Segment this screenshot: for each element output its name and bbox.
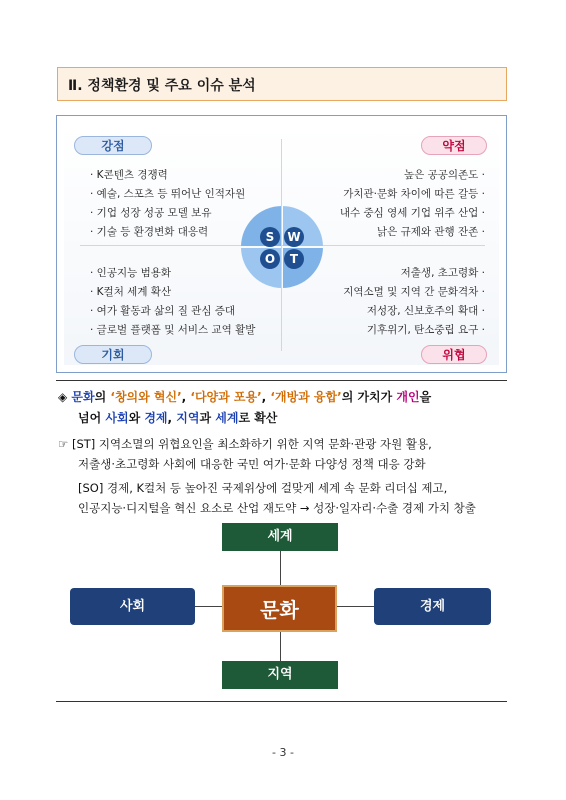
weakness-label: 약점: [421, 136, 487, 155]
weakness-item: 낡은 규제와 관행 잔존 ·: [377, 226, 485, 238]
opportunity-item: · 여가 활동과 삶의 질 관심 증대: [90, 305, 236, 317]
threat-item: 기후위기, 탄소중립 요구 ·: [366, 324, 485, 336]
text-fragment: ,: [181, 390, 191, 404]
connector-top: [280, 551, 281, 586]
swot-letter-s: S: [260, 227, 280, 247]
section-header: [57, 67, 507, 101]
connector-right: [336, 606, 374, 607]
opportunity-label: 기회: [74, 345, 152, 364]
weakness-item: 가치관·문화 차이에 따른 갈등 ·: [343, 188, 485, 200]
value-creativity: ‘창의와 혁신’: [110, 390, 182, 404]
strength-item: · K콘텐츠 경쟁력: [90, 169, 168, 181]
text-fragment: 의 가치가: [341, 390, 397, 404]
threat-label: 위협: [421, 345, 487, 364]
swot-letter-o: O: [260, 249, 280, 269]
diamond-bullet-icon: ◈: [58, 390, 68, 404]
keyword-society: 사회: [105, 411, 129, 425]
text-fragment: 와: [128, 411, 145, 425]
value-openness: ‘개방과 융합’: [270, 390, 342, 404]
swot-letter-w: W: [284, 227, 304, 247]
section-title: Ⅱ. 정책환경 및 주요 이슈 분석: [68, 78, 256, 94]
pointing-hand-icon: ☞: [58, 437, 69, 451]
connector-bottom: [280, 632, 281, 661]
keyword-economy: 경제: [144, 411, 168, 425]
text-fragment: ,: [167, 411, 177, 425]
text-fragment: 과: [199, 411, 216, 425]
swot-circle-graphic: [241, 206, 323, 288]
node-region: 지역: [222, 661, 338, 689]
text-fragment: 을: [419, 390, 432, 404]
strategy-st-text: [ST] 지역소멸의 위협요인을 최소화하기 위한 지역 문화·관광 자원 활용,: [71, 437, 432, 451]
strength-label: 강점: [74, 136, 152, 155]
opportunity-item: · K컬처 세계 확산: [90, 286, 172, 298]
text-fragment: 의: [94, 390, 111, 404]
threat-item: 저성장, 신보호주의 확대 ·: [366, 305, 485, 317]
strategy-st-line1: [58, 434, 432, 454]
opportunity-item: · 글로벌 플랫폼 및 서비스 교역 활발: [90, 324, 256, 336]
keyword-region: 지역: [176, 411, 200, 425]
keyword-world: 세계: [215, 411, 239, 425]
opportunity-item: · 인공지능 범용화: [90, 267, 172, 279]
threat-item: 지역소멸 및 지역 간 문화격차 ·: [343, 286, 485, 298]
strategy-so-line2: 인공지능·디지털을 혁신 요소로 산업 재도약 → 성장·일자리·수출 경제 가치 창출: [78, 501, 476, 515]
strategy-st-line2: 저출생·초고령화 사회에 대응한 국민 여가·문화 다양성 정책 대응 강화: [78, 457, 426, 471]
swot-panel: [64, 125, 499, 365]
node-culture: 문화: [222, 585, 337, 632]
vision-statement-line2: [78, 408, 277, 428]
vision-statement-line1: [58, 387, 431, 407]
swot-analysis-figure: [56, 115, 507, 373]
swot-letter-t: T: [284, 249, 304, 269]
text-fragment: ,: [261, 390, 271, 404]
text-fragment: 넘어: [78, 411, 106, 425]
weakness-item: 내수 중심 영세 기업 위주 산업 ·: [339, 207, 485, 219]
top-rule: [56, 380, 507, 381]
keyword-culture: 문화: [71, 390, 95, 404]
strength-item: · 기업 성장 성공 모델 보유: [90, 207, 212, 219]
strength-item: · 기술 등 환경변화 대응력: [90, 226, 209, 238]
page-number: - 3 -: [272, 746, 294, 759]
keyword-individual: 개인: [396, 390, 420, 404]
weakness-item: 높은 공공의존도 ·: [403, 169, 485, 181]
threat-item: 저출생, 초고령화 ·: [400, 267, 485, 279]
node-world: 세계: [222, 523, 338, 551]
connector-left: [195, 606, 223, 607]
strength-item: · 예술, 스포츠 등 뛰어난 인적자원: [90, 188, 246, 200]
value-diversity: ‘다양과 포용’: [190, 390, 262, 404]
node-society: 사회: [70, 588, 195, 625]
bottom-rule: [56, 701, 507, 702]
strategy-so-line1: [SO] 경제, K컬처 등 높아진 국제위상에 걸맞게 세계 속 문화 리더십 제고,: [78, 481, 448, 495]
node-economy: 경제: [374, 588, 491, 625]
text-fragment: 로 확산: [238, 411, 278, 425]
